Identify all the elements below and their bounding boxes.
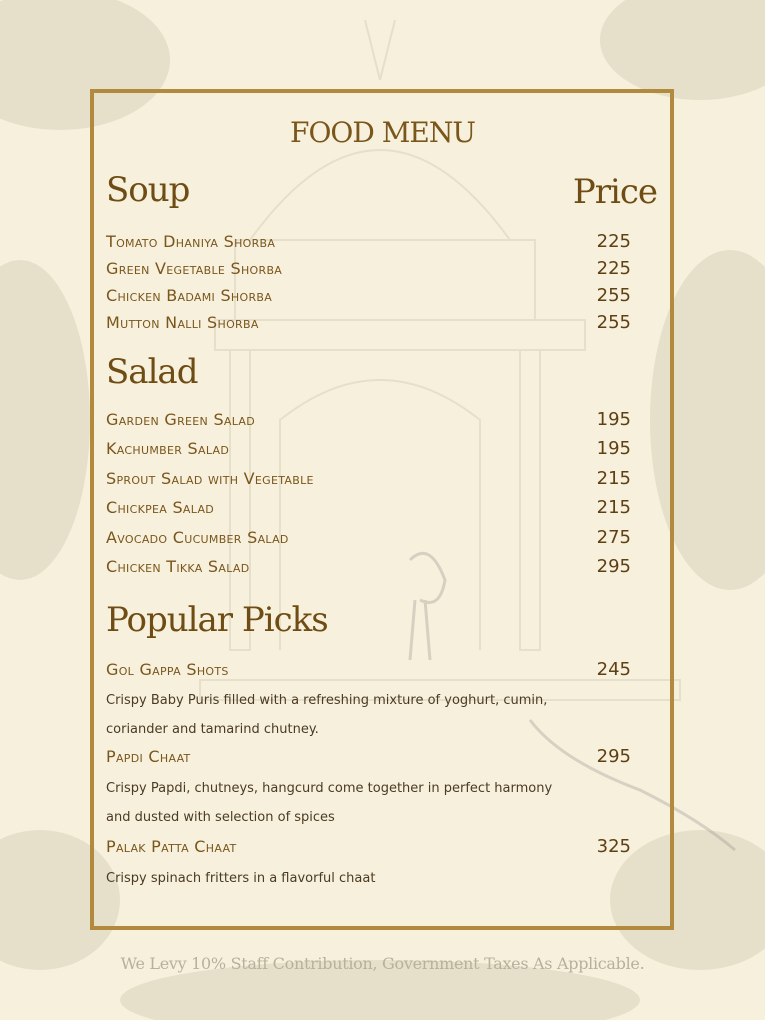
section-heading-popular-picks: Popular Picks [106,600,328,640]
item-price: 255 [596,284,631,306]
item-price: 245 [596,658,631,680]
menu-item [106,834,631,858]
item-price: 225 [596,230,631,252]
item-price: 255 [596,311,631,333]
item-price: 225 [596,257,631,279]
menu-item [106,657,631,681]
item-price: 325 [596,835,631,857]
menu-item [106,436,631,460]
item-price: 195 [596,408,631,430]
menu-item [106,525,631,549]
section-heading-salad: Salad [106,352,198,392]
menu-item [106,283,631,307]
item-name: Avocado Cucumber Salad [106,527,289,547]
menu-item [106,495,631,519]
item-name: Gol Gappa Shots [106,659,229,679]
menu-item [106,744,631,768]
menu-item [106,229,631,253]
item-price: 295 [596,745,631,767]
item-price: 295 [596,555,631,577]
item-name: Papdi Chaat [106,746,191,766]
item-name: Kachumber Salad [106,438,230,458]
menu-title: FOOD MENU [290,116,475,149]
item-name: Chickpea Salad [106,497,215,517]
menu-item [106,256,631,280]
item-name: Palak Patta Chaat [106,836,237,856]
item-name: Green Vegetable Shorba [106,258,283,278]
price-column-heading: Price [572,172,657,212]
item-name: Garden Green Salad [106,409,256,429]
item-name: Chicken Badami Shorba [106,285,273,305]
menu-item [106,310,631,334]
item-price: 195 [596,437,631,459]
tax-footer-note: We Levy 10% Staff Contribution, Government Taxes As Applicable. [120,954,645,973]
item-price: 215 [596,467,631,489]
section-heading-soup: Soup [106,170,190,210]
menu-item [106,466,631,490]
menu-item [106,554,631,578]
item-price: 275 [596,526,631,548]
item-name: Sprout Salad with Vegetable [106,468,314,488]
item-description: Crispy Papdi, chutneys, hangcurd come together in perfect harmony and dusted with selection of spices [106,781,553,825]
item-name: Chicken Tikka Salad [106,556,250,576]
item-name: Mutton Nalli Shorba [106,312,259,332]
menu-item [106,407,631,431]
item-price: 215 [596,496,631,518]
item-description: Crispy Baby Puris filled with a refreshing mixture of yoghurt, cumin, coriander and tamarind chutney. [106,693,548,737]
item-name: Tomato Dhaniya Shorba [106,231,276,251]
item-description: Crispy spinach fritters in a flavorful chaat [106,871,376,886]
